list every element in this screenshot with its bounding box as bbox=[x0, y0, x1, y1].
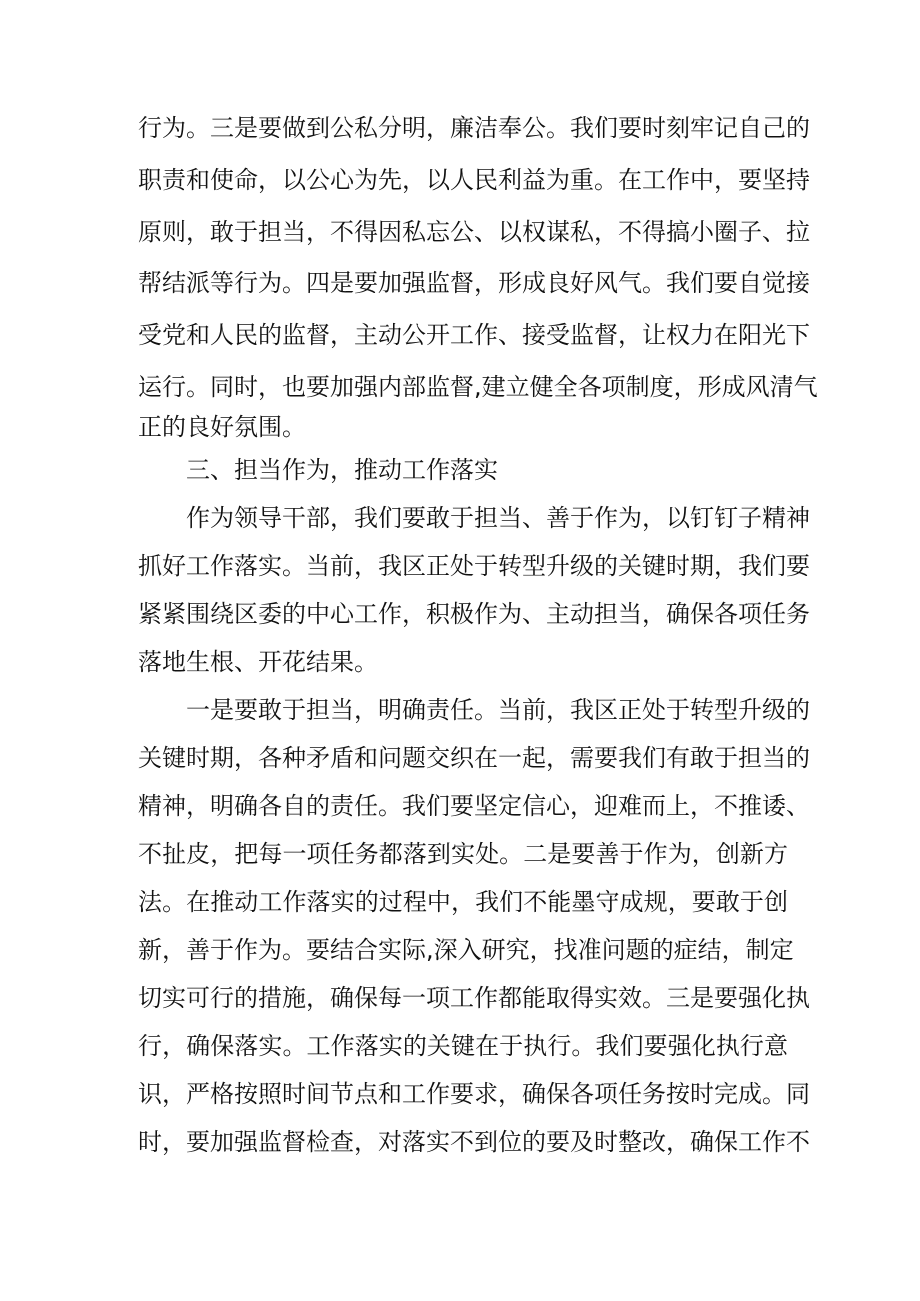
text-line: 正的良好氛围。 bbox=[138, 413, 306, 441]
paragraph-first-line: 一是要敢于担当，明确责任。当前，我区正处于转型升级的 bbox=[186, 696, 810, 724]
text-line: 法。在推动工作落实的过程中，我们不能墨守成规，要敢于创 bbox=[138, 888, 788, 916]
text-line: 识，严格按照时间节点和工作要求，确保各项任务按时完成。同 bbox=[138, 1080, 810, 1108]
text-line: 抓好工作落实。当前，我区正处于转型升级的关键时期，我们要 bbox=[138, 552, 810, 580]
text-line: 关键时期，各种矛盾和问题交织在一起，需要我们有敢于担当的 bbox=[138, 744, 810, 772]
text-line: 原则，敢于担当，不得因私忘公、以权谋私，不得搞小圈子、拉 bbox=[138, 218, 810, 246]
text-line: 落地生根、开花结果。 bbox=[138, 648, 378, 676]
text-line: 紧紧围绕区委的中心工作，积极作为、主动担当，确保各项任务 bbox=[138, 600, 810, 628]
text-line: 运行。同时，也要加强内部监督,建立健全各项制度，形成风清气 bbox=[138, 373, 818, 401]
text-line: 精神，明确各自的责任。我们要坚定信心，迎难而上，不推诿、 bbox=[138, 792, 810, 820]
text-line: 行，确保落实。工作落实的关键在于执行。我们要强化执行意 bbox=[138, 1032, 788, 1060]
text-line: 帮结派等行为。四是要加强监督，形成良好风气。我们要自觉接 bbox=[138, 269, 810, 297]
text-line: 新，善于作为。要结合实际,深入研究，找准问题的症结，制定 bbox=[138, 936, 794, 964]
text-line: 行为。三是要做到公私分明，廉洁奉公。我们要时刻牢记自己的 bbox=[138, 114, 810, 142]
paragraph-first-line: 作为领导干部，我们要敢于担当、善于作为，以钉钉子精神 bbox=[186, 504, 810, 532]
text-line: 时，要加强监督检查，对落实不到位的要及时整改，确保工作不 bbox=[138, 1128, 810, 1156]
text-line: 不扯皮，把每一项任务都落到实处。二是要善于作为，创新方 bbox=[138, 840, 788, 868]
text-line: 受党和人民的监督，主动公开工作、接受监督，让权力在阳光下 bbox=[138, 321, 810, 349]
text-line: 切实可行的措施，确保每一项工作都能取得实效。三是要强化执 bbox=[138, 984, 810, 1012]
text-line: 职责和使命，以公心为先，以人民利益为重。在工作中，要坚持 bbox=[138, 166, 810, 194]
section-heading: 三、担当作为，推动工作落实 bbox=[186, 456, 498, 484]
